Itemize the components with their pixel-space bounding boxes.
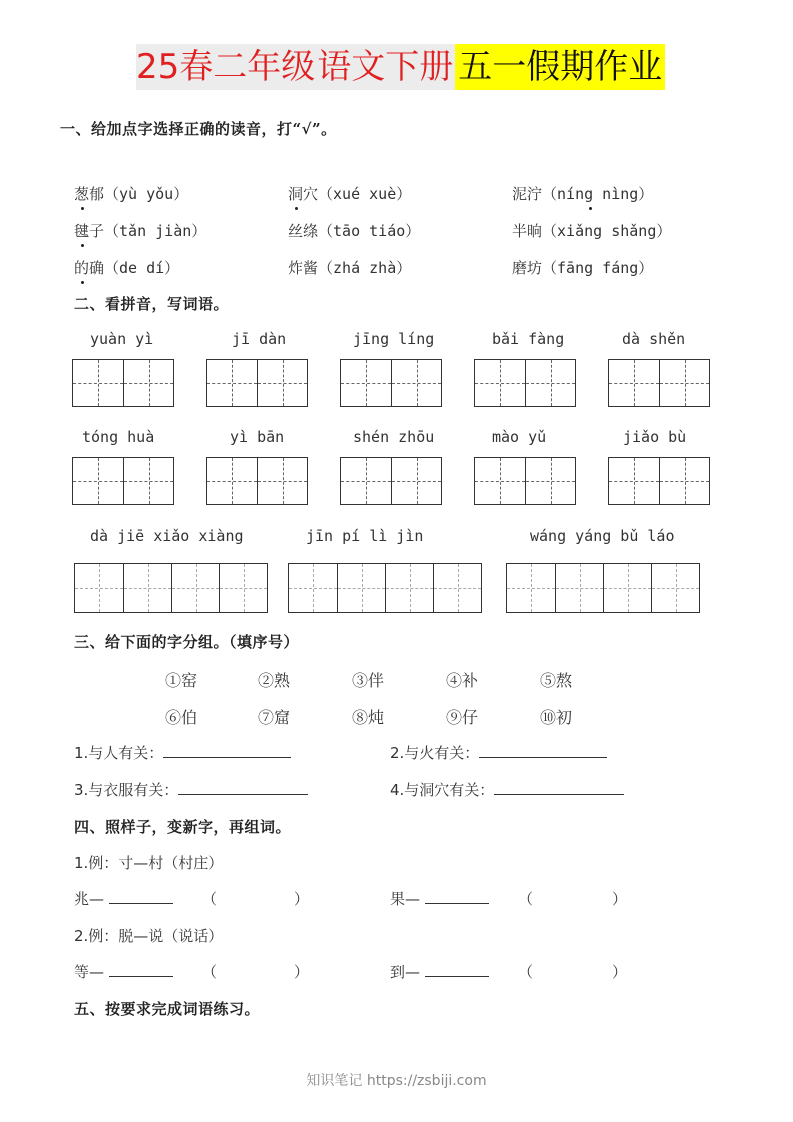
- grid-cell[interactable]: [525, 458, 575, 504]
- char-option: ②熟: [258, 671, 291, 690]
- dotted-char: [527, 183, 653, 204]
- writing-grid[interactable]: [206, 359, 308, 407]
- idiom-grid[interactable]: [506, 563, 700, 613]
- pinyin-label: bǎi fàng: [492, 330, 565, 348]
- pron-options: 郁（yù yǒu）: [89, 185, 189, 203]
- pron-item: [74, 220, 206, 241]
- fill-item: [390, 961, 489, 982]
- grid-cell[interactable]: [651, 564, 699, 612]
- dotted-char: 洞: [288, 185, 304, 203]
- writing-grid[interactable]: [608, 359, 710, 407]
- section1-heading: 一、给加点字选择正确的读音，打“√”。: [60, 120, 337, 138]
- question-label: 1.与人有关：: [74, 744, 164, 762]
- pron-item: [74, 257, 179, 278]
- grid-cell[interactable]: [659, 360, 709, 406]
- grid-cell[interactable]: [257, 360, 307, 406]
- example-1: 1.例：寸—村（村庄）: [74, 854, 224, 872]
- char-option: ⑧炖: [352, 708, 385, 727]
- grid-cell[interactable]: [289, 564, 337, 612]
- pinyin-label: jīn pí lì jìn: [306, 527, 424, 545]
- pinyin-label: mào yǔ: [492, 428, 547, 446]
- char-option: ⑨仔: [446, 708, 479, 727]
- pinyin-label: tóng huà: [82, 428, 155, 446]
- base-char: 到—: [390, 963, 421, 981]
- base-char: 兆—: [74, 890, 105, 908]
- writing-grid[interactable]: [340, 457, 442, 505]
- answer-blank[interactable]: [178, 780, 308, 795]
- grid-cell[interactable]: [475, 458, 525, 504]
- grid-cell[interactable]: [171, 564, 219, 612]
- question-label: 2.与火有关：: [390, 744, 480, 762]
- fill-item: [74, 888, 173, 909]
- grid-cell[interactable]: [609, 458, 659, 504]
- pron-item: [288, 183, 411, 204]
- group-question: [390, 742, 607, 763]
- grid-cell[interactable]: [525, 360, 575, 406]
- pron-item: [288, 220, 420, 241]
- grid-cell[interactable]: [207, 360, 257, 406]
- group-question: [390, 779, 624, 800]
- grid-cell[interactable]: [507, 564, 555, 612]
- grid-cell[interactable]: [219, 564, 267, 612]
- char-option: ⑦窟: [258, 708, 291, 727]
- grid-cell[interactable]: [75, 564, 123, 612]
- pron-options: 晌（xiǎng shǎng）: [527, 222, 672, 240]
- pron-options: 酱（zhá zhà）: [303, 259, 412, 277]
- paren-open: （: [202, 963, 218, 981]
- paren-close: ）: [294, 890, 310, 908]
- char-option: ⑩初: [540, 708, 573, 727]
- grid-cell[interactable]: [123, 564, 171, 612]
- pron-item: [512, 257, 653, 278]
- title-assignment: 五一假期作业: [455, 44, 665, 90]
- writing-grid[interactable]: [474, 359, 576, 407]
- pron-options: 坊（fāng fáng）: [527, 259, 654, 277]
- char-option: ④补: [446, 671, 479, 690]
- question-label: 4.与洞穴有关：: [390, 781, 495, 799]
- pron-item: [512, 220, 671, 241]
- plain-char: 炸: [288, 259, 304, 277]
- pinyin-label: shén zhōu: [353, 428, 435, 446]
- grid-cell[interactable]: [257, 458, 307, 504]
- pinyin-label: jī dàn: [232, 330, 287, 348]
- pron-options: 穴（xué xuè）: [303, 185, 412, 203]
- answer-blank[interactable]: [109, 889, 173, 904]
- grid-cell[interactable]: [73, 458, 123, 504]
- answer-blank[interactable]: [479, 743, 607, 758]
- writing-grid[interactable]: [474, 457, 576, 505]
- grid-cell[interactable]: [475, 360, 525, 406]
- pron-options: 确（de dí）: [89, 259, 180, 277]
- grid-cell[interactable]: [391, 458, 441, 504]
- grid-cell[interactable]: [433, 564, 481, 612]
- answer-blank[interactable]: [109, 962, 173, 977]
- answer-blank[interactable]: [425, 889, 489, 904]
- writing-grid[interactable]: [72, 359, 174, 407]
- grid-cell[interactable]: [659, 458, 709, 504]
- paren-open: （: [518, 963, 534, 981]
- writing-grid[interactable]: [608, 457, 710, 505]
- pron-item: [288, 257, 411, 278]
- dotted-char: 的: [74, 259, 90, 277]
- base-char: 等—: [74, 963, 105, 981]
- grid-cell[interactable]: [385, 564, 433, 612]
- paren-open: （: [518, 890, 534, 908]
- pron-item: [74, 183, 188, 204]
- pinyin-label: dà jiē xiǎo xiàng: [90, 527, 244, 545]
- paren-close: ）: [294, 963, 310, 981]
- writing-grid[interactable]: [206, 457, 308, 505]
- idiom-grid[interactable]: [74, 563, 268, 613]
- grid-cell[interactable]: [609, 360, 659, 406]
- paren-close: ）: [612, 890, 628, 908]
- pinyin-label: dà shěn: [622, 330, 686, 348]
- pinyin-label: yuàn yì: [90, 330, 154, 348]
- grid-cell[interactable]: [555, 564, 603, 612]
- answer-blank[interactable]: [494, 780, 624, 795]
- pinyin-label: yì bān: [230, 428, 285, 446]
- pinyin-label: wáng yáng bǔ láo: [530, 527, 675, 545]
- page-title: [136, 44, 665, 90]
- section3-heading: 三、给下面的字分组。（填序号）: [74, 633, 300, 651]
- grid-cell[interactable]: [341, 458, 391, 504]
- grid-cell[interactable]: [337, 564, 385, 612]
- plain-char: 半: [512, 222, 528, 240]
- title-subject: 语文下册: [317, 44, 455, 90]
- pron-item: [512, 183, 653, 204]
- grid-cell[interactable]: [123, 458, 173, 504]
- pinyin-label: jīng líng: [353, 330, 435, 348]
- pinyin-label: jiǎo bù: [623, 428, 687, 446]
- fill-item: [390, 888, 489, 909]
- grid-cell[interactable]: [603, 564, 651, 612]
- section2-heading: 二、看拼音，写词语。: [74, 295, 230, 313]
- answer-blank[interactable]: [425, 962, 489, 977]
- char-option: ③伴: [352, 671, 385, 690]
- char-option: ⑥伯: [165, 708, 198, 727]
- grid-cell[interactable]: [207, 458, 257, 504]
- answer-blank[interactable]: [163, 743, 291, 758]
- idiom-grid[interactable]: [288, 563, 482, 613]
- dotted-char: 葱: [74, 185, 90, 203]
- section5-heading: 五、按要求完成词语练习。: [74, 1000, 261, 1018]
- writing-grid[interactable]: [72, 457, 174, 505]
- grid-cell[interactable]: [123, 360, 173, 406]
- grid-cell[interactable]: [73, 360, 123, 406]
- base-char: 果—: [390, 890, 421, 908]
- group-question: [74, 779, 308, 800]
- char-option: ①窑: [165, 671, 198, 690]
- plain-char: 丝: [288, 222, 304, 240]
- char-option: ⑤熬: [540, 671, 573, 690]
- pron-options: 子（tǎn jiàn）: [89, 222, 207, 240]
- example-2: 2.例：脱—说（说话）: [74, 927, 224, 945]
- paren-close: ）: [612, 963, 628, 981]
- dotted-char: 毽: [74, 222, 90, 240]
- grid-cell[interactable]: [341, 360, 391, 406]
- paren-open: （: [202, 890, 218, 908]
- question-label: 3.与衣服有关：: [74, 781, 179, 799]
- plain-char: 磨: [512, 259, 528, 277]
- grid-cell[interactable]: [391, 360, 441, 406]
- footer-watermark: 知识笔记 https://zsbiji.com: [306, 1073, 487, 1089]
- pron-options: 泞（níng nìng）: [527, 185, 654, 203]
- writing-grid[interactable]: [340, 359, 442, 407]
- fill-item: [74, 961, 173, 982]
- pron-options: 绦（tāo tiáo）: [303, 222, 421, 240]
- group-question: [74, 742, 291, 763]
- title-grade: 25春二年级: [136, 44, 317, 90]
- section4-heading: 四、照样子，变新字，再组词。: [74, 818, 292, 836]
- plain-char: 泥: [512, 185, 528, 203]
